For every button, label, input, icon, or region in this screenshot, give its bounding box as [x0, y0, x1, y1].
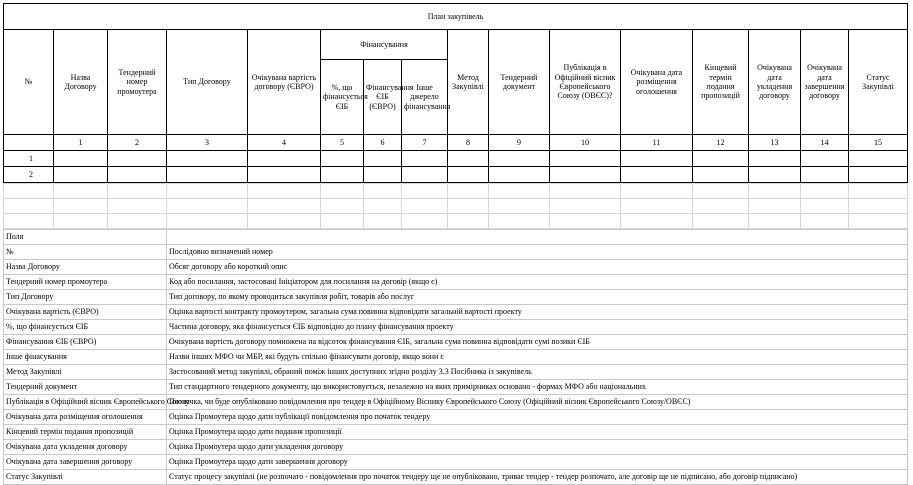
cell[interactable] — [801, 214, 849, 229]
legend-field-name: Фінансування ЄІБ (ЄВРО) — [4, 335, 167, 350]
column-number: 4 — [248, 135, 321, 151]
legend-field-name: № — [4, 245, 167, 260]
cell[interactable] — [621, 199, 693, 214]
column-number: 11 — [621, 135, 693, 151]
header-ojeu-publication: Публікація в Офіційний вісник Європейського Союзу (ОВЄС)? — [550, 30, 621, 135]
column-number: 15 — [849, 135, 908, 151]
cell[interactable] — [364, 214, 402, 229]
header-financing-group: Фінансування — [321, 30, 448, 60]
cell[interactable] — [54, 151, 108, 167]
cell[interactable] — [550, 199, 621, 214]
cell[interactable] — [621, 167, 693, 183]
header-number: № — [4, 30, 54, 135]
column-number: 3 — [167, 135, 248, 151]
legend-field-name: Тендерний номер промоутера — [4, 275, 167, 290]
legend-row — [4, 260, 908, 275]
column-number: 6 — [364, 135, 402, 151]
legend-field-description: Код або посилання, застосовані Ініціатором для посилання на договір (якщо є) — [167, 275, 908, 290]
cell[interactable] — [248, 167, 321, 183]
column-number: 7 — [402, 135, 448, 151]
cell[interactable] — [448, 167, 489, 183]
legend-row — [4, 380, 908, 395]
cell[interactable] — [849, 184, 908, 199]
procurement-plan-table — [3, 3, 908, 183]
cell[interactable] — [801, 167, 849, 183]
column-number: 2 — [108, 135, 167, 151]
cell[interactable] — [489, 167, 550, 183]
cell[interactable] — [402, 184, 448, 199]
legend-field-description: Тип стандартного тендерного документу, що використовується, незалежно на яких примірниках основано - формах МФО або національних — [167, 380, 908, 395]
header-procurement-method: Метод Закупівлі — [448, 30, 489, 135]
header-expected-value: Очікувана вартість договору (ЄВРО) — [248, 30, 321, 135]
plan-title: План закупівель — [4, 4, 908, 30]
cell[interactable] — [402, 151, 448, 167]
legend-field-description: Обсяг договору або короткий опис — [167, 260, 908, 275]
legend-field-name: Назва Договору — [4, 260, 167, 275]
legend-field-description: Позначка, чи буде опубліковано повідомлення про тендер в Офіційному Віснику Європейського Союзу (Офіційний вісник Європейського Союзу/ОВЄС) — [167, 395, 908, 410]
cell[interactable] — [321, 167, 364, 183]
legend-heading: Поля — [4, 230, 167, 245]
legend-field-description: Оцінка вартості контракту промоутером, загальна сума повинна відповідати загальній вартості проекту — [167, 305, 908, 320]
legend-field-description: Оцінка Промоутера щодо дати подання пропозиції — [167, 425, 908, 440]
legend-field-description: Статус процесу закупівлі (не розпочато - повідомлення про початок тендеру ще не опубліковано, триває тендер - тендер розпочато, але договір ще не підписано, або договір підписано) — [167, 470, 908, 485]
header-completion-date: Очікувана дата завершення договору — [801, 30, 849, 135]
legend-field-description: Послідовно визначений номер — [167, 245, 908, 260]
cell[interactable] — [108, 199, 167, 214]
cell[interactable] — [108, 167, 167, 183]
cell[interactable] — [621, 151, 693, 167]
legend-field-name: Публікація в Офіційний вісник Європейського Союзу — [4, 395, 167, 410]
cell[interactable] — [54, 214, 108, 229]
header-tender-document: Тендерний документ — [489, 30, 550, 135]
header-eib-financing: Фінансування ЄІБ (ЄВРО) — [364, 60, 402, 135]
legend-field-description: Назви інших МФО чи МБР, які будуть спільно фінансувати договір, якщо вони є — [167, 350, 908, 365]
legend-field-description: Оцінка Промоутера щодо дати завершення договору — [167, 455, 908, 470]
legend-field-name: Кінцевий термін подання пропозицій — [4, 425, 167, 440]
cell[interactable] — [321, 214, 364, 229]
cell[interactable] — [108, 214, 167, 229]
header-signing-date: Очікувана дата укладення договору — [749, 30, 801, 135]
cell[interactable] — [448, 184, 489, 199]
cell[interactable] — [550, 167, 621, 183]
legend-field-description: Застосований метод закупівлі, обраний поміж інших доступних згідно розділу 3.3 Посібника із закупівель — [167, 365, 908, 380]
cell[interactable] — [489, 184, 550, 199]
cell[interactable] — [248, 151, 321, 167]
cell[interactable] — [448, 151, 489, 167]
cell[interactable] — [801, 184, 849, 199]
legend-field-name: Тендерний документ — [4, 380, 167, 395]
legend-field-name: Метод Закупівлі — [4, 365, 167, 380]
header-contract-type: Тип Договору — [167, 30, 248, 135]
cell[interactable] — [54, 184, 108, 199]
cell[interactable] — [749, 167, 801, 183]
legend-field-description: Частина договору, яка фінансується ЄІБ відповідно до плану фінансування проекту — [167, 320, 908, 335]
legend-field-name: Інше фінасування — [4, 350, 167, 365]
legend-field-name: %, що фінансується ЄІБ — [4, 320, 167, 335]
cell[interactable] — [550, 184, 621, 199]
legend-row — [4, 455, 908, 470]
cell[interactable] — [749, 199, 801, 214]
row-number: 1 — [4, 151, 54, 167]
header-tender-number: Тендерний номер промоутера — [108, 30, 167, 135]
cell[interactable] — [167, 230, 908, 245]
cell[interactable] — [402, 167, 448, 183]
header-submission-deadline: Кінцевий термін подання пропозицій — [693, 30, 749, 135]
cell[interactable] — [364, 151, 402, 167]
cell[interactable] — [749, 151, 801, 167]
cell[interactable] — [321, 151, 364, 167]
column-number: 1 — [54, 135, 108, 151]
cell[interactable] — [167, 214, 248, 229]
column-number: 10 — [550, 135, 621, 151]
cell[interactable] — [693, 214, 749, 229]
legend-row — [4, 350, 908, 365]
legend-row — [4, 365, 908, 380]
legend-row — [4, 395, 908, 410]
legend-field-description: Оцінка Промоутера щодо дати публікації повідомлення про початок тендеру — [167, 410, 908, 425]
cell[interactable] — [167, 167, 248, 183]
cell[interactable] — [4, 214, 54, 229]
column-number: 5 — [321, 135, 364, 151]
header-eib-percent: %, що фінансується ЄІБ — [321, 60, 364, 135]
legend-field-description: Очікувана вартість договору помножена на відсоток фінансування ЄІБ, загальна сума повинна відповідати сумі позики ЄІБ — [167, 335, 908, 350]
cell[interactable] — [248, 214, 321, 229]
cell[interactable] — [749, 214, 801, 229]
legend-row — [4, 470, 908, 485]
blank-rows — [3, 183, 908, 229]
cell[interactable] — [693, 167, 749, 183]
cell[interactable] — [364, 184, 402, 199]
legend-field-name: Очікувана вартість (ЄВРО) — [4, 305, 167, 320]
legend-row — [4, 425, 908, 440]
cell[interactable] — [550, 214, 621, 229]
cell[interactable] — [448, 214, 489, 229]
cell[interactable] — [54, 167, 108, 183]
cell[interactable] — [849, 214, 908, 229]
cell[interactable] — [489, 199, 550, 214]
cell[interactable] — [167, 151, 248, 167]
column-number: 8 — [448, 135, 489, 151]
cell[interactable] — [801, 151, 849, 167]
legend-field-name: Тип Договору — [4, 290, 167, 305]
legend-row — [4, 275, 908, 290]
cell[interactable] — [248, 184, 321, 199]
column-number: 9 — [489, 135, 550, 151]
cell[interactable] — [693, 199, 749, 214]
legend-row — [4, 335, 908, 350]
cell[interactable] — [364, 167, 402, 183]
column-number-blank — [4, 135, 54, 151]
cell[interactable] — [321, 184, 364, 199]
cell[interactable] — [749, 184, 801, 199]
cell[interactable] — [693, 151, 749, 167]
legend-row — [4, 440, 908, 455]
spreadsheet — [3, 3, 907, 482]
cell[interactable] — [402, 199, 448, 214]
cell[interactable] — [693, 184, 749, 199]
cell[interactable] — [801, 199, 849, 214]
column-number: 14 — [801, 135, 849, 151]
legend-row — [4, 410, 908, 425]
cell[interactable] — [849, 151, 908, 167]
legend-field-name: Статус Закупівлі — [4, 470, 167, 485]
cell[interactable] — [167, 199, 248, 214]
cell[interactable] — [4, 184, 54, 199]
cell[interactable] — [248, 199, 321, 214]
legend-field-description: Тип договору, по якому проводиться закупівля робіт, товарів або послуг — [167, 290, 908, 305]
header-procurement-status: Статус Закупівлі — [849, 30, 908, 135]
cell[interactable] — [849, 199, 908, 214]
cell[interactable] — [4, 199, 54, 214]
column-number: 13 — [749, 135, 801, 151]
cell[interactable] — [108, 151, 167, 167]
legend-field-name: Очікувана дата завершення договору — [4, 455, 167, 470]
cell[interactable] — [321, 199, 364, 214]
cell[interactable] — [364, 199, 402, 214]
cell[interactable] — [448, 199, 489, 214]
cell[interactable] — [849, 167, 908, 183]
cell[interactable] — [54, 199, 108, 214]
cell[interactable] — [108, 184, 167, 199]
legend-field-name: Очікувана дата укладення договору — [4, 440, 167, 455]
cell[interactable] — [167, 184, 248, 199]
header-other-financing: Інше джерело фінансування — [402, 60, 448, 135]
row-number: 2 — [4, 167, 54, 183]
legend-field-description: Оцінка Промоутера щодо дати укладення договору — [167, 440, 908, 455]
cell[interactable] — [621, 184, 693, 199]
cell[interactable] — [489, 214, 550, 229]
legend-row — [4, 320, 908, 335]
legend-row — [4, 290, 908, 305]
header-notice-date: Очікувана дата розміщення оголошення — [621, 30, 693, 135]
cell[interactable] — [550, 151, 621, 167]
legend-field-name: Очікувана дата розміщення оголошення — [4, 410, 167, 425]
column-number: 12 — [693, 135, 749, 151]
legend-row — [4, 305, 908, 320]
cell[interactable] — [489, 151, 550, 167]
cell[interactable] — [402, 214, 448, 229]
field-legend-table — [3, 229, 908, 485]
cell[interactable] — [621, 214, 693, 229]
legend-row — [4, 245, 908, 260]
header-contract-name: Назва Договору — [54, 30, 108, 135]
